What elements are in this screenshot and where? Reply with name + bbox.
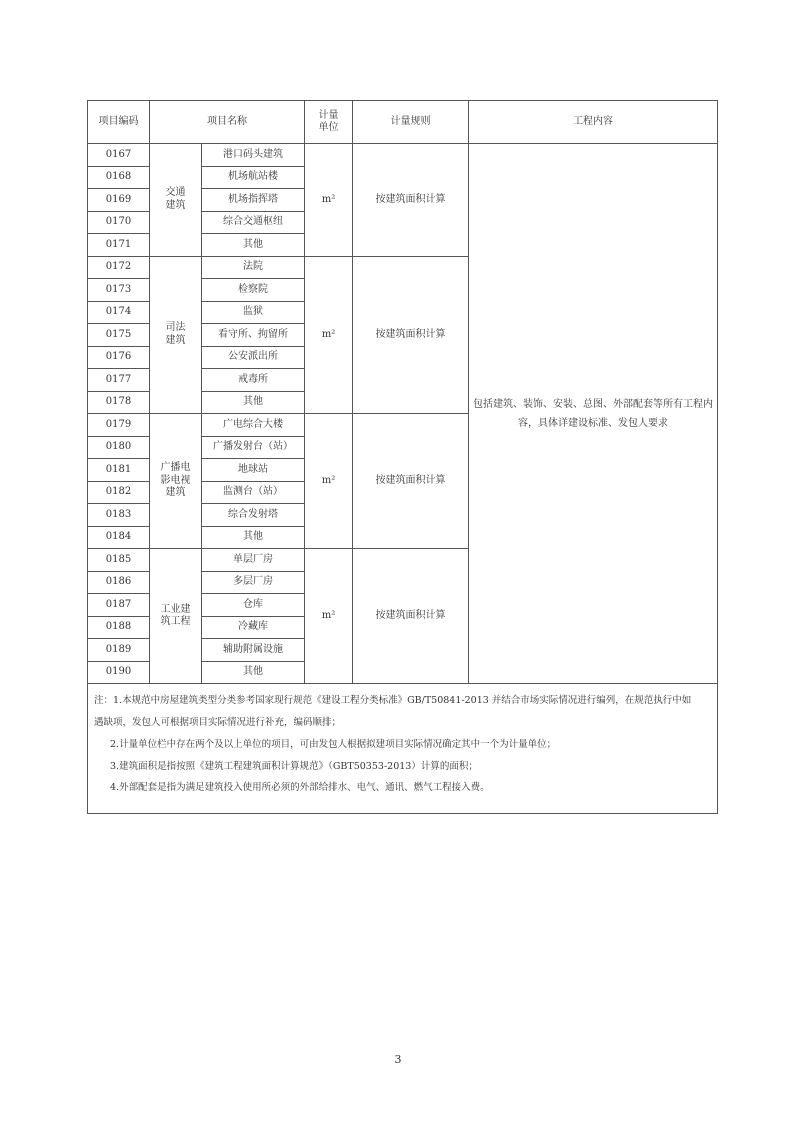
item-name: 法院	[202, 256, 305, 279]
rule-cell: 按建筑面积计算	[353, 549, 469, 684]
item-name: 仓库	[202, 594, 305, 617]
item-code: 0187	[88, 594, 150, 617]
table-header-row	[88, 101, 718, 144]
table-body	[88, 101, 718, 814]
item-code: 0184	[88, 526, 150, 549]
note-line: 2.计量单位栏中存在两个及以上单位的项目，可由发包人根据拟建项目实际情况确定其中一个为计量单位；	[110, 738, 557, 750]
category-cell	[150, 414, 202, 549]
item-name: 其他	[202, 391, 305, 414]
item-name: 其他	[202, 661, 305, 684]
page-number: 3	[394, 1053, 402, 1066]
item-code: 0176	[88, 346, 150, 369]
item-code: 0174	[88, 301, 150, 324]
unit-cell: m²	[305, 414, 353, 549]
item-code: 0170	[88, 211, 150, 234]
category-line: 广播电	[160, 462, 191, 474]
rule-cell: 按建筑面积计算	[353, 414, 469, 549]
content-cell: 包括建筑、装饰、安装、总图、外部配套等所有工程内容，具体详建设标准、发包人要求	[469, 144, 718, 684]
category-cell	[150, 549, 202, 684]
item-name: 公安派出所	[202, 346, 305, 369]
item-name: 其他	[202, 526, 305, 549]
item-name: 港口码头建筑	[202, 144, 305, 167]
category-line: 交通	[165, 187, 186, 199]
notes-cell	[88, 684, 718, 814]
unit-cell: m²	[305, 549, 353, 684]
unit-cell: m²	[305, 256, 353, 414]
item-name: 看守所、拘留所	[202, 324, 305, 347]
item-name: 地球站	[202, 459, 305, 482]
unit-cell: m²	[305, 144, 353, 257]
header-unit-line2: 单位	[318, 122, 339, 133]
item-code: 0188	[88, 616, 150, 639]
item-name: 检察院	[202, 279, 305, 302]
item-name: 机场航站楼	[202, 166, 305, 189]
rule-cell: 按建筑面积计算	[353, 144, 469, 257]
category-line: 工业建	[160, 603, 191, 615]
item-code: 0190	[88, 661, 150, 684]
rule-cell: 按建筑面积计算	[353, 256, 469, 414]
item-name: 综合交通枢纽	[202, 211, 305, 234]
category-cell	[150, 256, 202, 414]
item-name: 广电综合大楼	[202, 414, 305, 437]
category-cell	[150, 144, 202, 257]
item-code: 0169	[88, 189, 150, 212]
header-unit	[305, 101, 353, 144]
item-code: 0182	[88, 481, 150, 504]
header-rule: 计量规则	[353, 101, 469, 144]
item-code: 0172	[88, 256, 150, 279]
item-name: 辅助附属设施	[202, 639, 305, 662]
item-name: 戒毒所	[202, 369, 305, 392]
item-name: 冷藏库	[202, 616, 305, 639]
item-code: 0173	[88, 279, 150, 302]
item-name: 机场指挥塔	[202, 189, 305, 212]
item-name: 监测台（站）	[202, 481, 305, 504]
item-name: 广播发射台（站）	[202, 436, 305, 459]
header-name: 项目名称	[150, 101, 305, 144]
category-line: 建筑	[165, 334, 186, 346]
item-code: 0168	[88, 166, 150, 189]
item-code: 0186	[88, 571, 150, 594]
pricing-spec-table	[87, 100, 718, 814]
item-code: 0183	[88, 504, 150, 527]
note-line: 4.外部配套是指为满足建筑投入使用所必须的外部给排水、电气、通讯、燃气工程接入费。	[110, 782, 490, 794]
item-name: 监狱	[202, 301, 305, 324]
item-code: 0171	[88, 234, 150, 257]
category-line: 筑工程	[160, 616, 191, 627]
item-name: 单层厂房	[202, 549, 305, 572]
item-code: 0178	[88, 391, 150, 414]
item-code: 0189	[88, 639, 150, 662]
header-unit-line1: 计量	[318, 109, 339, 121]
category-line: 建筑	[165, 199, 186, 211]
item-code: 0179	[88, 414, 150, 437]
category-line: 建筑	[165, 487, 186, 499]
item-code: 0180	[88, 436, 150, 459]
header-code: 项目编码	[88, 101, 150, 144]
item-code: 0167	[88, 144, 150, 167]
table-row	[88, 144, 718, 167]
notes-row	[88, 684, 718, 814]
note-line: 3.建筑面积是指按照《建筑工程建筑面积计算规范》（GBT50353-2013）计算的面积；	[110, 760, 478, 772]
item-code: 0177	[88, 369, 150, 392]
header-content: 工程内容	[469, 101, 718, 144]
category-line: 影电视	[160, 474, 191, 486]
item-name: 综合发射塔	[202, 504, 305, 527]
item-name: 多层厂房	[202, 571, 305, 594]
item-code: 0175	[88, 324, 150, 347]
item-code: 0185	[88, 549, 150, 572]
item-name: 其他	[202, 234, 305, 257]
note-line: 遇缺项，发包人可根据项目实际情况进行补充，编码顺排；	[94, 716, 342, 728]
item-code: 0181	[88, 459, 150, 482]
category-line: 司法	[165, 322, 186, 334]
note-line: 注：1.本规范中房屋建筑类型分类参考国家现行规范《建设工程分类标准》GB/T50841-2013 并结合市场实际情况进行编列，在规范执行中如	[94, 695, 692, 706]
